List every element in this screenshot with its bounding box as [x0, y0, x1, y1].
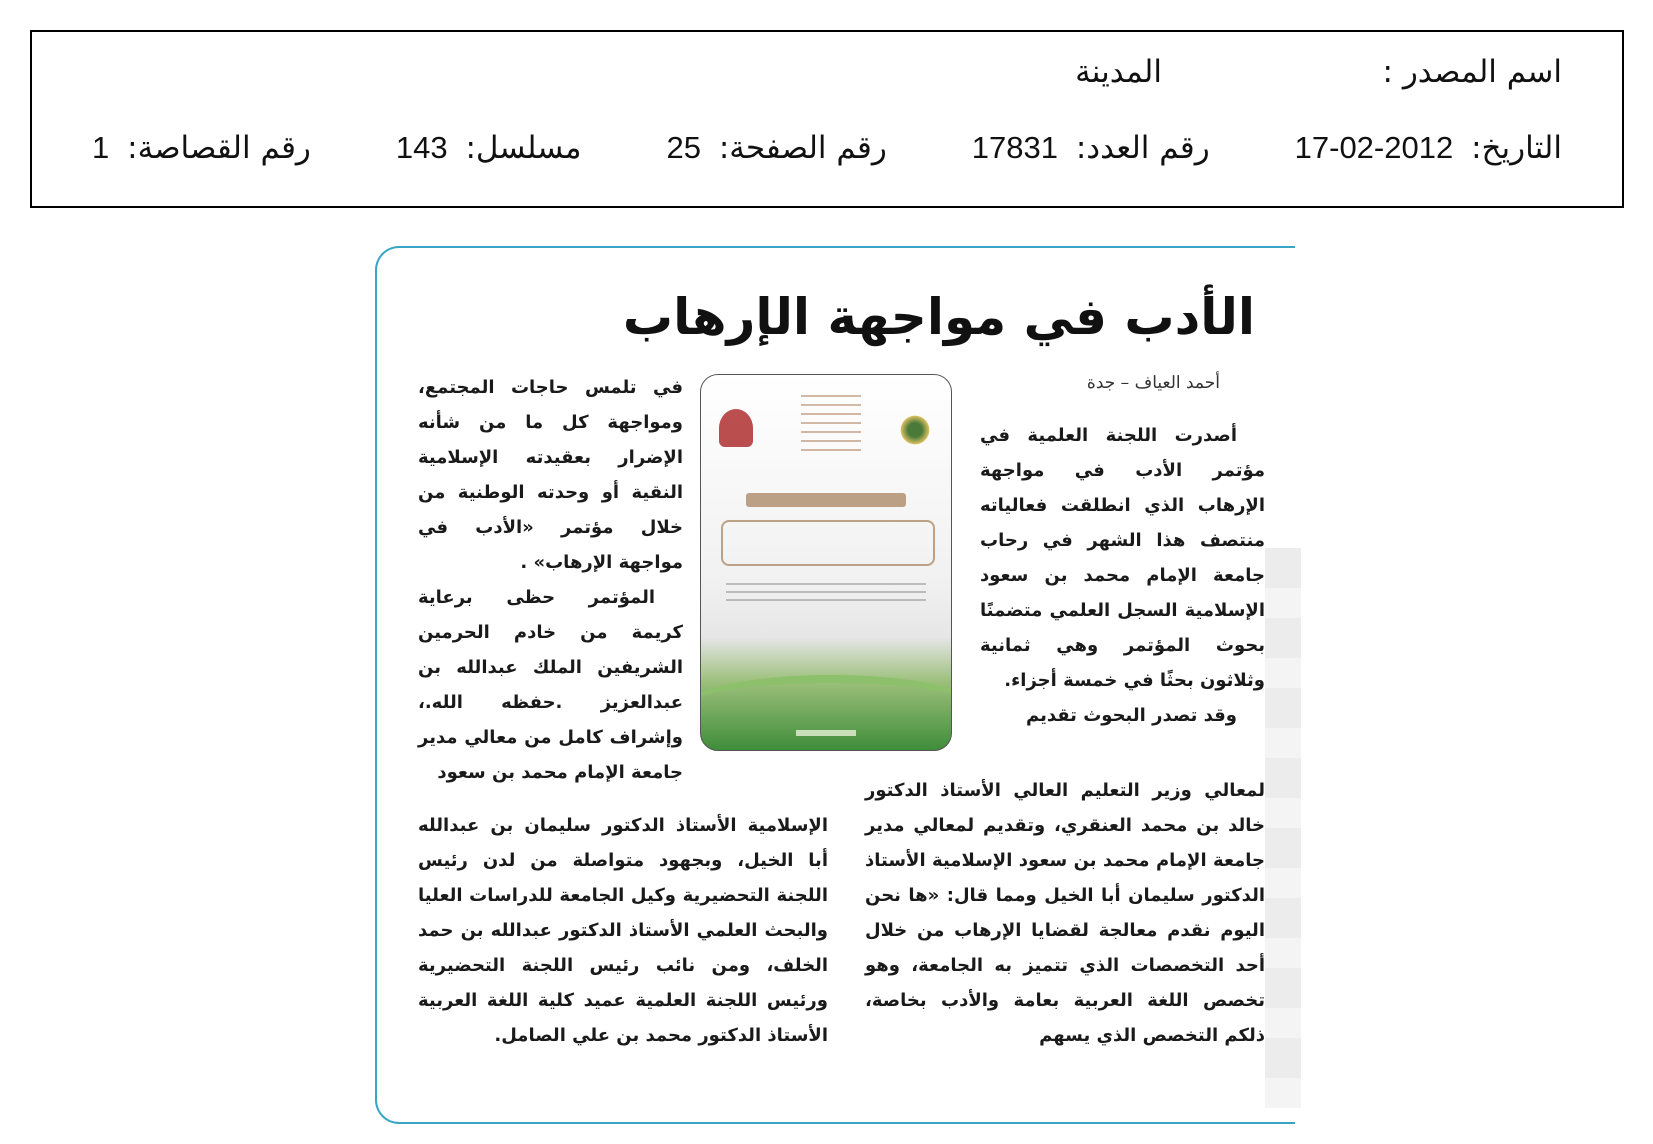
serial-label: مسلسل: [465, 130, 582, 166]
cover-subtitle [726, 583, 926, 605]
paragraph: وقد تصدر البحوث تقديم [1025, 705, 1237, 726]
issue-value: 17831 [971, 130, 1058, 165]
cover-supertitle [746, 493, 906, 507]
watermark [1265, 548, 1301, 1108]
clip-field [92, 130, 311, 180]
page-value: 25 [666, 130, 701, 165]
paragraph: في تلمس حاجات المجتمع، ومواجهة كل ما من شأنه الإضرار بعقيدته الإسلامية النقية أو وحدته الوطنية من خلال مؤتمر «الأدب في مواجهة الإرهاب» . [418, 377, 683, 573]
column-right-bottom [865, 773, 1265, 1053]
page-field [667, 130, 887, 180]
university-emblem-icon [719, 409, 753, 447]
paragraph: المؤتمر حظى برعاية كريمة من خادم الحرمين الشريفين الملك عبدالله بن عبدالعزيز .حفظه الله.، وإشراف كامل من معالي مدير جامعة الإمام محمد بن سعود [418, 587, 683, 783]
page-label: رقم الصفحة: [718, 130, 887, 166]
book-cover-image [700, 374, 952, 751]
column-left-bottom [418, 808, 828, 1053]
paragraph: أصدرت اللجنة العلمية في مؤتمر الأدب في مواجهة الإرهاب الذي انطلقت فعالياته منتصف هذا الشهر في رحاب جامعة الإمام محمد بن سعود الإسلامية السجل العلمي متضمنًا بحوث المؤتمر وهي ثمانية وثلاثون بحثًا في خمسة أجزاء. [980, 425, 1265, 691]
date-field [1295, 130, 1562, 180]
paragraph: لمعالي وزير التعليم العالي الأستاذ الدكتور خالد بن محمد العنقري، وتقديم لمعالي مدير جامعة الإمام محمد بن سعود الإسلامية الأستاذ الدكتور سليمان أبا الخيل ومما قال: «ها نحن اليوم نقدم معالجة لقضايا الإرهاب من خلال أحد التخصصات الذي تتميز به الجامعة، وهو تخصص اللغة العربية بعامة والأدب بخاصة، ذلكم التخصص الذي يسهم [865, 780, 1265, 1046]
serial-value: 143 [395, 130, 448, 165]
metadata-row-source [92, 54, 1562, 104]
clip-label: رقم القصاصة: [127, 130, 311, 166]
palm-emblem-icon [897, 415, 933, 445]
serial-field [396, 130, 582, 180]
cover-footer [796, 730, 856, 736]
article-byline: أحمد العياف – جدة [1086, 373, 1220, 393]
article-headline: الأدب في مواجهة الإرهاب [622, 288, 1255, 346]
column-left-top [418, 370, 683, 790]
paragraph: الإسلامية الأستاذ الدكتور سليمان بن عبدالله أبا الخيل، وبجهود متواصلة من لدن رئيس اللجنة التحضيرية وكيل الجامعة للدراسات العليا والبحث العلمي الأستاذ الدكتور عبدالله بن حمد الخلف، ومن نائب رئيس اللجنة التحضيرية ورئيس اللجنة العلمية عميد كلية اللغة العربية الأستاذ الدكتور محمد بن علي الصامل. [418, 815, 828, 1046]
source-value: المدينة [1075, 54, 1162, 90]
metadata-row-details [92, 130, 1562, 180]
clip-value: 1 [92, 130, 110, 165]
article-clipping [375, 246, 1295, 1124]
issue-label: رقم العدد: [1075, 130, 1210, 166]
metadata-box [30, 30, 1624, 208]
date-value: 2012-02-17 [1294, 130, 1454, 165]
issue-field [972, 130, 1210, 180]
source-label: اسم المصدر : [1382, 54, 1562, 90]
column-right-top [980, 418, 1265, 733]
cover-header-text [801, 395, 861, 455]
date-label: التاريخ: [1471, 130, 1562, 166]
cover-title-box [721, 520, 935, 566]
